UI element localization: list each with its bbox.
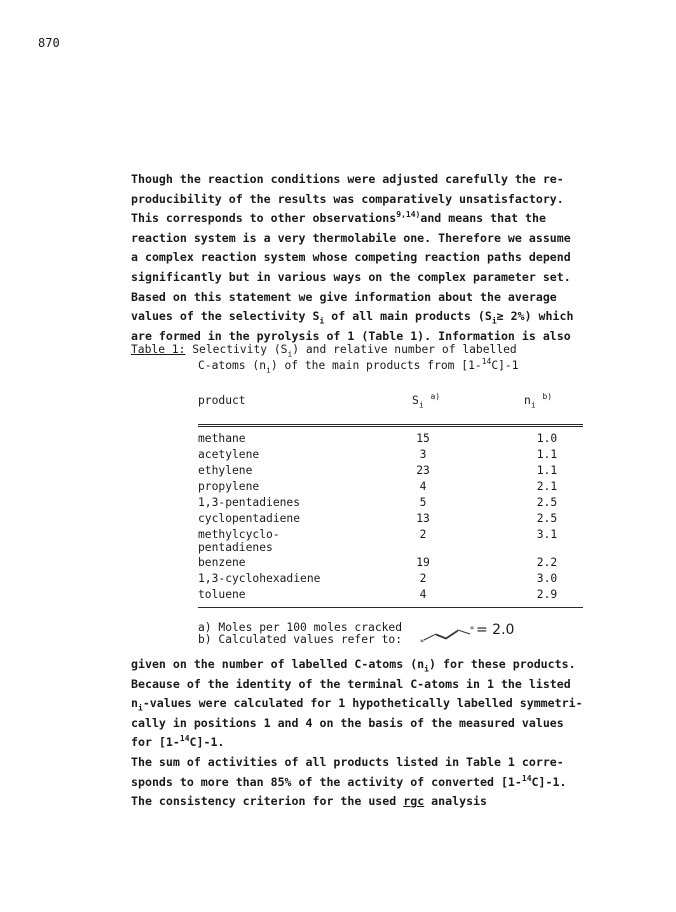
table-footnotes xyxy=(198,621,515,646)
intro-line-8 xyxy=(131,307,581,327)
cell-product: benzene xyxy=(198,556,246,569)
intro-line-3-tail: and means that the xyxy=(420,211,546,226)
cell-labelled-atoms: 2.1 xyxy=(536,480,558,493)
cell-selectivity: 2 xyxy=(419,528,427,541)
footnote-b: b) Calculated values refer to: xyxy=(198,633,403,646)
cell-labelled-atoms: 3.1 xyxy=(536,528,558,541)
cell-selectivity: 19 xyxy=(416,556,430,569)
cell-labelled-atoms: 1.1 xyxy=(536,464,558,477)
selectivity-table xyxy=(198,384,583,608)
cell-selectivity: 4 xyxy=(419,588,427,601)
intro-reference: 9,14) xyxy=(396,210,421,220)
table-row xyxy=(198,555,583,571)
after-line-4: cally in positions 1 and 4 on the basis of the measured values xyxy=(131,715,564,730)
cell-labelled-atoms: 2.2 xyxy=(536,556,558,569)
after-line-6: The sum of activities of all products listed in Table 1 corre- xyxy=(131,754,564,769)
table-caption-line-2-tail: ) of the main products from [1- xyxy=(270,359,482,372)
intro-line-4: reaction system is a very thermolabile one. Therefore we assume xyxy=(131,230,571,245)
table-row xyxy=(198,463,583,479)
intro-sub-i: i xyxy=(319,316,325,326)
table-row xyxy=(198,447,583,463)
table-caption-sub-2: i xyxy=(266,365,271,375)
rgc-abbreviation: rgc xyxy=(403,794,425,809)
table-header xyxy=(198,384,583,424)
table-row xyxy=(198,495,583,511)
cell-product: propylene xyxy=(198,480,260,493)
cell-product: 1,3-pentadienes xyxy=(198,496,301,509)
cell-selectivity: 4 xyxy=(419,480,427,493)
intro-line-7: Based on this statement we give information about the average xyxy=(131,289,557,304)
cell-selectivity: 5 xyxy=(419,496,427,509)
footnote-value: = 2.0 xyxy=(476,622,515,638)
cell-labelled-atoms: 2.9 xyxy=(536,588,558,601)
table-caption-line-1-tail: ) and relative number of labelled xyxy=(292,343,517,356)
after-line-2: Because of the identity of the terminal C-atoms in 1 the listed xyxy=(131,676,571,691)
cell-labelled-atoms: 2.5 xyxy=(536,496,558,509)
svg-text:*: * xyxy=(420,638,424,646)
svg-text:*: * xyxy=(470,625,474,634)
table-caption-isotope: 14 xyxy=(481,357,492,367)
table-caption-sub-1: i xyxy=(287,349,293,359)
cell-product: acetylene xyxy=(198,448,260,461)
after-line-7: sponds to more than 85% of the activity of converted [1-$^{14}$C]-1. xyxy=(131,773,567,789)
table-bottom-rule xyxy=(198,607,583,608)
table-caption-line-2-end: C]-1 xyxy=(491,359,519,372)
header-product: product xyxy=(198,394,246,407)
page-number: 870 xyxy=(38,36,60,50)
cell-product: methane xyxy=(198,432,246,445)
intro-paragraph xyxy=(131,170,581,346)
after-line-5: for [1-$^{14}$C]-1. xyxy=(131,734,225,750)
table-row xyxy=(198,431,583,447)
table-caption-line-1: Selectivity (S xyxy=(192,343,288,356)
intro-line-3-text: This corresponds to other observations xyxy=(131,211,397,226)
cell-selectivity: 23 xyxy=(416,464,430,477)
intro-line-1: Though the reaction conditions were adjusted carefully the re- xyxy=(131,172,564,186)
table-row xyxy=(198,587,583,603)
after-line-1: given on the number of labelled C-atoms $(n_i)$ for these products. xyxy=(131,657,576,674)
intro-line-8-end: ≥ 2%) which xyxy=(496,309,574,324)
header-selectivity: $S_i$ $^{a)}$ xyxy=(412,392,441,410)
header-labelled-atoms: $n_i$ $^{b)}$ xyxy=(524,392,553,410)
table-row xyxy=(198,479,583,495)
cell-selectivity: 2 xyxy=(419,572,427,585)
intro-line-5: a complex reaction system whose competing reaction paths depend xyxy=(131,250,571,265)
cell-selectivity: 15 xyxy=(416,432,430,445)
intro-sub-i-2: i xyxy=(491,316,497,326)
cell-selectivity: 13 xyxy=(416,512,430,525)
table-row xyxy=(198,511,583,527)
cell-labelled-atoms: 1.1 xyxy=(536,448,558,461)
cell-product: toluene xyxy=(198,588,246,601)
cell-labelled-atoms: 2.5 xyxy=(536,512,558,525)
intro-line-2: producibility of the results was comparatively unsatisfactory. xyxy=(131,191,564,206)
cell-selectivity: 3 xyxy=(419,448,427,461)
intro-line-3 xyxy=(131,209,581,229)
table-caption-line-2: C-atoms (n xyxy=(198,359,267,372)
intro-line-6: significantly but in various ways on the complex parameter set. xyxy=(131,269,571,284)
cell-product: methylcyclo- pentadienes xyxy=(198,528,280,554)
labelled-molecule-sketch xyxy=(420,624,478,646)
footnote-a: a) Moles per 100 moles cracked xyxy=(198,621,403,634)
table-row xyxy=(198,571,583,587)
table-body xyxy=(198,427,583,603)
intro-line-9: are formed in the pyrolysis of 1 (Table 1). Information is also xyxy=(131,328,571,343)
after-line-3: $n_i$-values were calculated for 1 hypothetically labelled symmetri- xyxy=(131,696,583,713)
cell-labelled-atoms: 3.0 xyxy=(536,572,558,585)
following-paragraph xyxy=(131,655,591,812)
table-caption xyxy=(131,342,581,374)
intro-line-8-tail: of all main products (S xyxy=(331,309,492,324)
cell-labelled-atoms: 1.0 xyxy=(536,432,558,445)
cell-product: 1,3-cyclohexadiene xyxy=(198,572,321,585)
table-caption-label: Table 1: xyxy=(131,343,186,356)
after-line-8: The consistency criterion for the used rgc analysis xyxy=(131,794,488,809)
cell-product: cyclopentadiene xyxy=(198,512,301,525)
intro-line-8-text: values of the selectivity S xyxy=(131,309,320,324)
cell-product: ethylene xyxy=(198,464,253,477)
table-row xyxy=(198,527,583,555)
